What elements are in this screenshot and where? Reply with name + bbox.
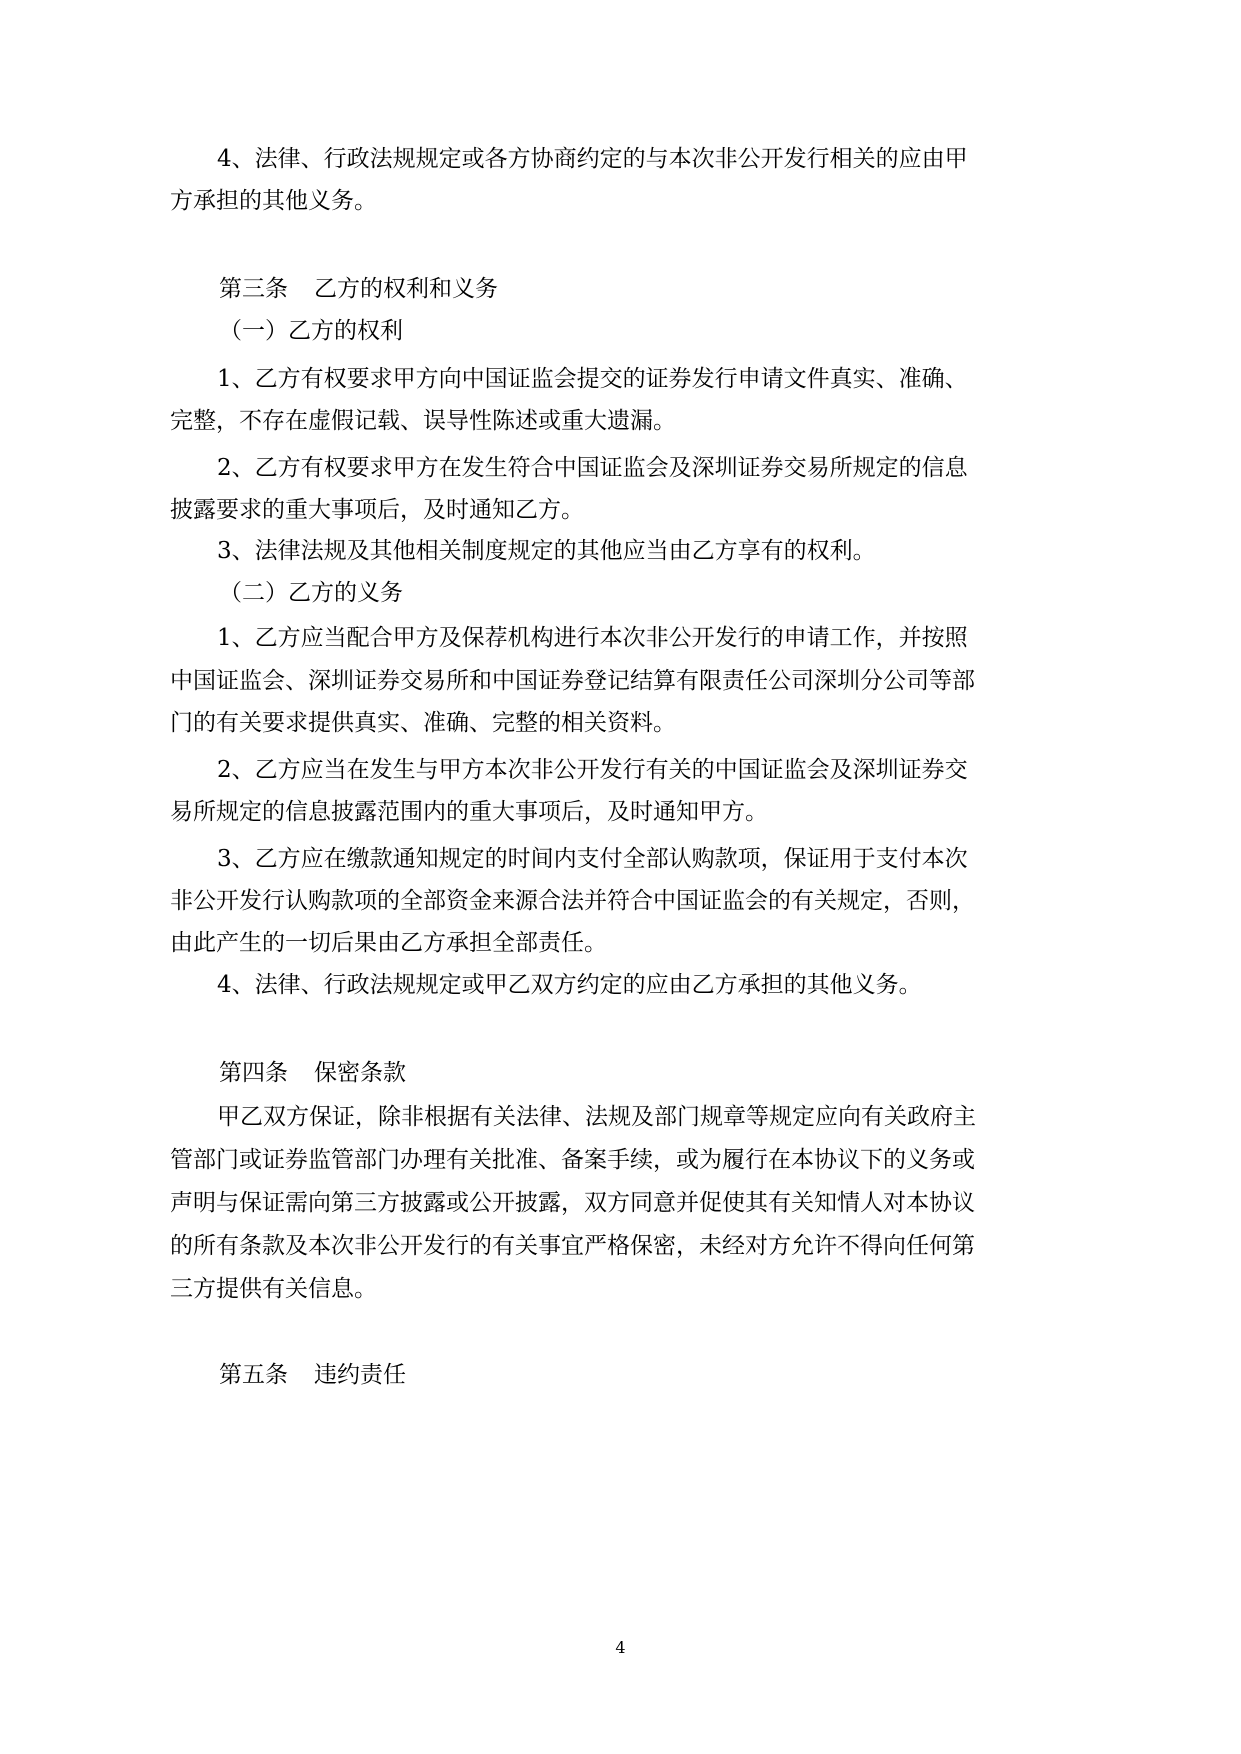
paragraph-line: 门的有关要求提供真实、准确、完整的相关资料。 bbox=[170, 710, 676, 736]
paragraph-line: 1、乙方有权要求甲方向中国证监会提交的证券发行申请文件真实、准确、 bbox=[217, 366, 968, 392]
paragraph-line: 的所有条款及本次非公开发行的有关事宜严格保密，未经对方允许不得向任何第 bbox=[170, 1233, 975, 1259]
article-5-heading: 第五条 违约责任 bbox=[219, 1362, 406, 1388]
paragraph-line: 非公开发行认购款项的全部资金来源合法并符合中国证监会的有关规定，否则， bbox=[170, 888, 975, 914]
article-4-heading: 第四条 保密条款 bbox=[219, 1060, 406, 1086]
paragraph-line: 4、法律、行政法规规定或各方协商约定的与本次非公开发行相关的应由甲 bbox=[217, 146, 968, 172]
section-heading-rights: （一）乙方的权利 bbox=[219, 318, 403, 344]
paragraph-line: 3、法律法规及其他相关制度规定的其他应当由乙方享有的权利。 bbox=[217, 538, 876, 564]
paragraph-line: 管部门或证券监管部门办理有关批准、备案手续，或为履行在本协议下的义务或 bbox=[170, 1147, 975, 1173]
paragraph-line: 易所规定的信息披露范围内的重大事项后，及时通知甲方。 bbox=[170, 799, 768, 825]
paragraph-line: 三方提供有关信息。 bbox=[170, 1276, 377, 1302]
paragraph-line: 3、乙方应在缴款通知规定的时间内支付全部认购款项，保证用于支付本次 bbox=[217, 846, 968, 872]
paragraph-line: 完整，不存在虚假记载、误导性陈述或重大遗漏。 bbox=[170, 408, 676, 434]
paragraph-line: 甲乙双方保证，除非根据有关法律、法规及部门规章等规定应向有关政府主 bbox=[217, 1104, 976, 1130]
paragraph-line: 声明与保证需向第三方披露或公开披露，双方同意并促使其有关知情人对本协议 bbox=[170, 1190, 975, 1216]
paragraph-line: 方承担的其他义务。 bbox=[170, 188, 377, 214]
page-number: 4 bbox=[615, 1638, 626, 1657]
paragraph-line: 2、乙方应当在发生与甲方本次非公开发行有关的中国证监会及深圳证券交 bbox=[217, 757, 968, 783]
paragraph-line: 2、乙方有权要求甲方在发生符合中国证监会及深圳证券交易所规定的信息 bbox=[217, 455, 968, 481]
paragraph-line: 由此产生的一切后果由乙方承担全部责任。 bbox=[170, 930, 607, 956]
article-3-heading: 第三条 乙方的权利和义务 bbox=[219, 276, 498, 302]
section-heading-obligations: （二）乙方的义务 bbox=[219, 580, 403, 606]
paragraph-line: 4、法律、行政法规规定或甲乙双方约定的应由乙方承担的其他义务。 bbox=[217, 972, 922, 998]
paragraph-line: 披露要求的重大事项后，及时通知乙方。 bbox=[170, 497, 584, 523]
paragraph-line: 中国证监会、深圳证券交易所和中国证券登记结算有限责任公司深圳分公司等部 bbox=[170, 668, 975, 694]
paragraph-line: 1、乙方应当配合甲方及保荐机构进行本次非公开发行的申请工作，并按照 bbox=[217, 625, 968, 651]
